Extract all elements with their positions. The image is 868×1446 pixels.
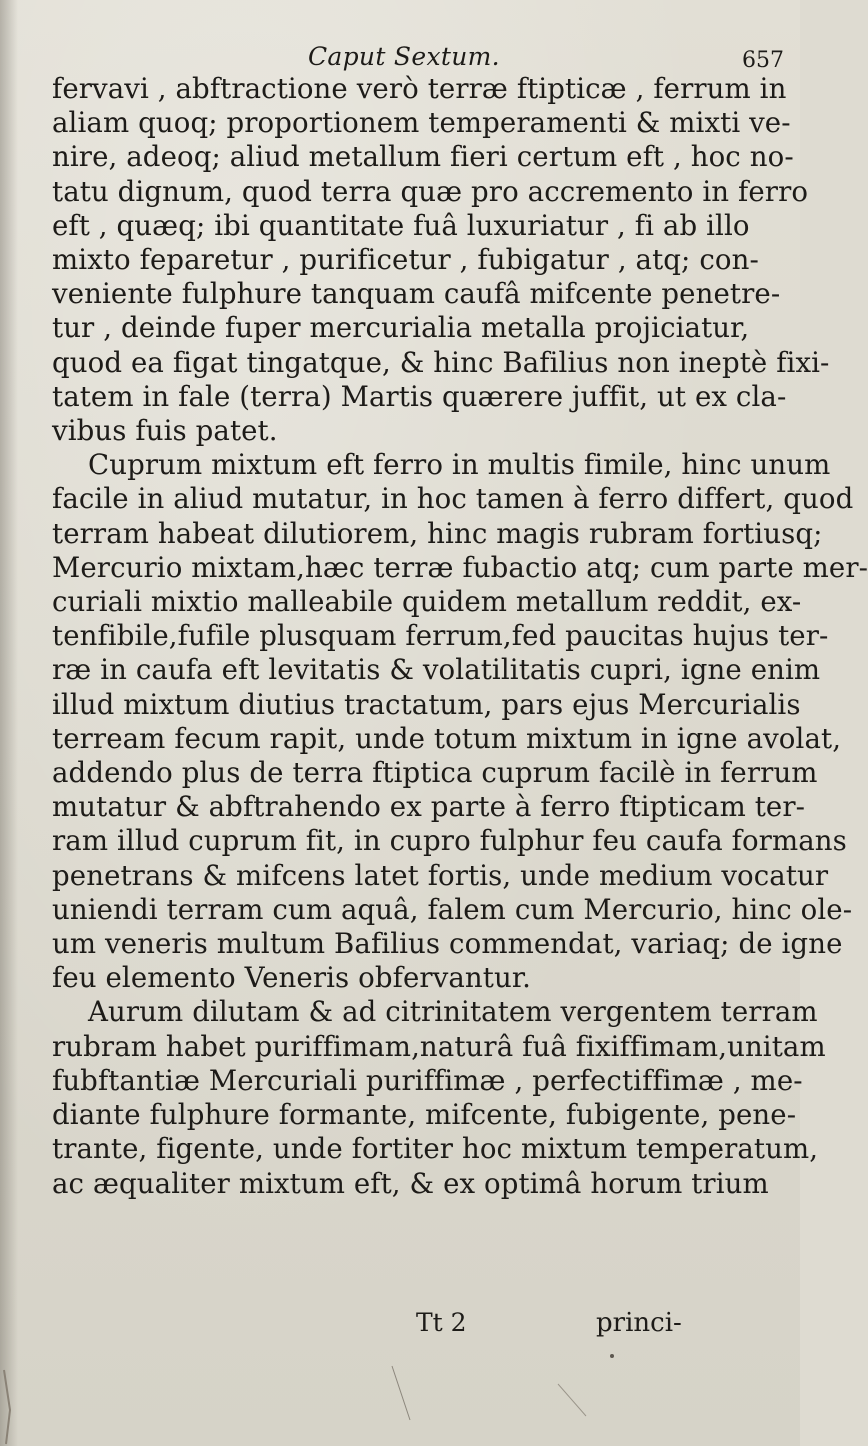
text-line: feu elemento Veneris obfervantur. xyxy=(52,961,531,995)
text-line: aliam quoq; proportionem temperamenti & mixti ve- xyxy=(52,106,791,140)
text-line: quod ea figat tingatque, & hinc Bafilius non ineptè fixi- xyxy=(52,345,830,379)
text-line: curiali mixtio malleabile quidem metallum reddit, ex- xyxy=(52,585,802,619)
text-line: terram habeat dilutiorem, hinc magis rubram fortiusq; xyxy=(52,516,823,550)
paper-crease-mark xyxy=(558,1384,586,1416)
text-line: diante fulphure formante, mifcente, fubigente, pene- xyxy=(52,1098,797,1132)
binding-gutter-shadow xyxy=(0,0,18,1446)
text-line: fubftantiæ Mercuriali puriffimæ , perfectiffimæ , me- xyxy=(52,1063,803,1097)
paper-crease-mark xyxy=(392,1366,410,1420)
text-line: eft , quæq; ibi quantitate fuâ luxuriatur , fi ab illo xyxy=(52,208,750,242)
text-line: penetrans & mifcens latet fortis, unde medium vocatur xyxy=(52,858,829,892)
text-line: um veneris multum Bafilius commendat, variaq; de igne xyxy=(52,927,843,961)
text-line: tur , deinde fuper mercurialia metalla projiciatur, xyxy=(52,311,750,345)
paragraph-start-line: Cuprum mixtum eft ferro in multis fimile, hinc unum xyxy=(88,448,831,482)
text-line: mixto feparetur , purificetur , fubigatur , atq; con- xyxy=(52,243,759,277)
text-line: Mercurio mixtam,hæc terræ fubactio atq; cum parte mer- xyxy=(52,550,868,584)
text-line: nire, adeoq; aliud metallum fieri certum eft , hoc no- xyxy=(52,140,794,174)
text-line: trante, figente, unde fortiter hoc mixtum temperatum, xyxy=(52,1132,819,1166)
paper-blemishes xyxy=(0,1350,800,1446)
text-line: rubram habet puriffimam,naturâ fuâ fixiffimam,unitam xyxy=(52,1029,826,1063)
text-line: ac æqualiter mixtum eft, & ex optimâ horum trium xyxy=(52,1166,769,1200)
text-line: illud mixtum diutius tractatum, pars ejus Mercurialis xyxy=(52,687,801,721)
body-text xyxy=(52,72,868,1201)
ink-speck xyxy=(610,1354,614,1358)
running-title: Caput Sextum. xyxy=(308,42,500,71)
text-line: vibus fuis patet. xyxy=(52,414,278,448)
text-line: addendo plus de terra ftiptica cuprum facilè in ferrum xyxy=(52,756,818,790)
text-line: facile in aliud mutatur, in hoc tamen à ferro differt, quod xyxy=(52,482,854,516)
page-number: 657 xyxy=(742,48,784,73)
text-line: fervavi , abftractione verò terræ ftipticæ , ferrum in xyxy=(52,72,787,105)
text-line: uniendi terram cum aquâ, falem cum Mercurio, hinc ole- xyxy=(52,892,853,926)
paragraph-start-line: Aurum dilutam & ad citrinitatem vergentem terram xyxy=(88,995,818,1029)
text-line: ram illud cuprum fit, in cupro fulphur feu caufa formans xyxy=(52,824,847,858)
text-line: tatem in fale (terra) Martis quærere juffit, ut ex cla- xyxy=(52,379,787,413)
page-footer xyxy=(0,1308,800,1348)
text-line: terream fecum rapit, unde totum mixtum in igne avolat, xyxy=(52,721,842,755)
catchword: princi- xyxy=(596,1308,682,1338)
signature-mark: Tt 2 xyxy=(416,1308,467,1337)
binding-thread-mark xyxy=(4,1370,10,1444)
text-line: veniente fulphure tanquam caufâ mifcente penetre- xyxy=(52,277,781,311)
text-line: tatu dignum, quod terra quæ pro accremento in ferro xyxy=(52,174,809,208)
text-line: mutatur & abftrahendo ex parte à ferro ftipticam ter- xyxy=(52,790,806,824)
text-line: tenfibile,fufile plusquam ferrum,fed paucitas hujus ter- xyxy=(52,619,829,653)
text-line: ræ in caufa eft levitatis & volatilitatis cupri, igne enim xyxy=(52,653,821,687)
